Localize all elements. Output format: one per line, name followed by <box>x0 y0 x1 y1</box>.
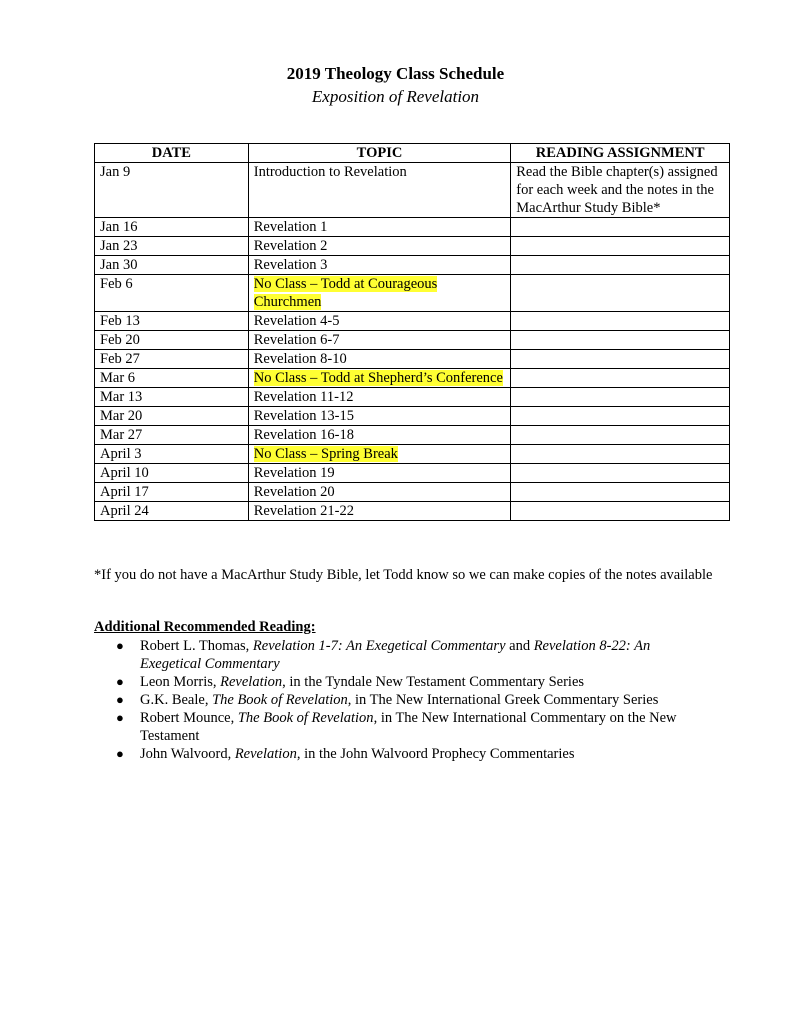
topic-cell: Introduction to Revelation <box>248 163 511 218</box>
date-cell: April 17 <box>95 483 249 502</box>
additional-reading-heading: Additional Recommended Reading: <box>94 619 316 635</box>
date-cell: Jan 9 <box>95 163 249 218</box>
reading-text: and <box>505 638 534 654</box>
table-row <box>95 502 730 521</box>
topic-cell: Revelation 11-12 <box>248 388 511 407</box>
table-row <box>95 464 730 483</box>
date-cell: Mar 13 <box>95 388 249 407</box>
reading-text: , in The New International Commentary on the New Testament <box>140 710 677 744</box>
table-row <box>95 350 730 369</box>
reading-cell <box>511 369 730 388</box>
reading-cell <box>511 407 730 426</box>
date-cell: Mar 20 <box>95 407 249 426</box>
topic-cell: Revelation 4-5 <box>248 312 511 331</box>
bullet-icon: ● <box>116 692 124 707</box>
date-cell: Mar 6 <box>95 369 249 388</box>
reading-text: Robert L. Thomas, <box>140 638 253 654</box>
reading-text: G.K. Beale, <box>140 692 213 708</box>
date-cell: Mar 27 <box>95 426 249 445</box>
reading-cell <box>511 502 730 521</box>
reading-list-item <box>112 691 712 709</box>
reading-text: John Walvoord, <box>140 746 235 762</box>
reading-cell: Read the Bible chapter(s) assigned for each week and the notes in the MacArthur Study Bible* <box>511 163 730 218</box>
date-cell: Jan 30 <box>95 256 249 275</box>
bullet-icon: ● <box>116 710 124 725</box>
reading-list-item <box>112 673 712 691</box>
table-header-row <box>95 144 730 163</box>
reading-cell <box>511 388 730 407</box>
topic-cell: Revelation 16-18 <box>248 426 511 445</box>
highlighted-topic-text: No Class – Todd at Courageous Churchmen <box>253 276 438 310</box>
column-header-reading: READING ASSIGNMENT <box>511 144 730 163</box>
reading-list-item <box>112 637 712 673</box>
reading-cell <box>511 483 730 502</box>
reading-text: , in the Tyndale New Testament Commentary Series <box>282 674 585 690</box>
document-subtitle: Exposition of Revelation <box>311 87 480 106</box>
reading-cell <box>511 218 730 237</box>
highlighted-topic-text: No Class – Spring Break <box>253 446 398 462</box>
table-row <box>95 445 730 464</box>
topic-cell: Revelation 8-10 <box>248 350 511 369</box>
table-row <box>95 237 730 256</box>
reading-cell <box>511 237 730 256</box>
topic-cell: Revelation 1 <box>248 218 511 237</box>
topic-cell <box>248 445 511 464</box>
table-row <box>95 369 730 388</box>
table-row <box>95 331 730 350</box>
reading-cell <box>511 426 730 445</box>
schedule-table-body <box>95 163 730 521</box>
bullet-icon: ● <box>116 746 124 761</box>
reading-cell <box>511 331 730 350</box>
book-title: Revelation <box>234 746 297 762</box>
reading-text: , in The New International Greek Commentary Series <box>347 692 659 708</box>
topic-cell: Revelation 2 <box>248 237 511 256</box>
document-title: 2019 Theology Class Schedule <box>286 64 505 83</box>
reading-cell <box>511 256 730 275</box>
date-cell: Feb 13 <box>95 312 249 331</box>
date-cell: April 3 <box>95 445 249 464</box>
book-title: The Book of Revelation <box>237 710 374 726</box>
additional-reading-list <box>112 637 712 763</box>
table-row <box>95 312 730 331</box>
date-cell: Feb 6 <box>95 275 249 312</box>
table-row <box>95 256 730 275</box>
column-header-topic: TOPIC <box>248 144 511 163</box>
reading-cell <box>511 275 730 312</box>
highlighted-topic-text: No Class – Todd at Shepherd’s Conference <box>253 370 503 386</box>
reading-cell <box>511 350 730 369</box>
book-title: The Book of Revelation <box>212 692 348 708</box>
reading-list-item <box>112 745 712 763</box>
reading-cell <box>511 445 730 464</box>
reading-text: Leon Morris, <box>140 674 221 690</box>
date-cell: Jan 16 <box>95 218 249 237</box>
date-cell: April 10 <box>95 464 249 483</box>
date-cell: Feb 20 <box>95 331 249 350</box>
column-header-date: DATE <box>95 144 249 163</box>
date-cell: Feb 27 <box>95 350 249 369</box>
table-row <box>95 388 730 407</box>
bullet-icon: ● <box>116 638 124 653</box>
table-row <box>95 218 730 237</box>
bullet-icon: ● <box>116 674 124 689</box>
table-row <box>95 163 730 218</box>
table-row <box>95 483 730 502</box>
topic-cell: Revelation 3 <box>248 256 511 275</box>
reading-cell <box>511 464 730 483</box>
reading-text: Robert Mounce, <box>140 710 238 726</box>
topic-cell <box>248 275 511 312</box>
topic-cell: Revelation 20 <box>248 483 511 502</box>
table-row <box>95 407 730 426</box>
topic-cell: Revelation 19 <box>248 464 511 483</box>
reading-list-item <box>112 709 712 745</box>
topic-cell: Revelation 21-22 <box>248 502 511 521</box>
book-title: Revelation <box>220 674 283 690</box>
book-title: Revelation 1-7: An Exegetical Commentary <box>252 638 506 654</box>
schedule-table <box>94 143 730 521</box>
table-row <box>95 275 730 312</box>
table-row <box>95 426 730 445</box>
date-cell: Jan 23 <box>95 237 249 256</box>
date-cell: April 24 <box>95 502 249 521</box>
topic-cell: Revelation 13-15 <box>248 407 511 426</box>
footnote: *If you do not have a MacArthur Study Bible, let Todd know so we can make copies of the notes available <box>94 567 713 583</box>
topic-cell <box>248 369 511 388</box>
topic-cell: Revelation 6-7 <box>248 331 511 350</box>
book-title: Revelation 8-22: An Exegetical Commentary <box>140 638 651 672</box>
reading-cell <box>511 312 730 331</box>
reading-text: , in the John Walvoord Prophecy Commentaries <box>296 746 575 762</box>
